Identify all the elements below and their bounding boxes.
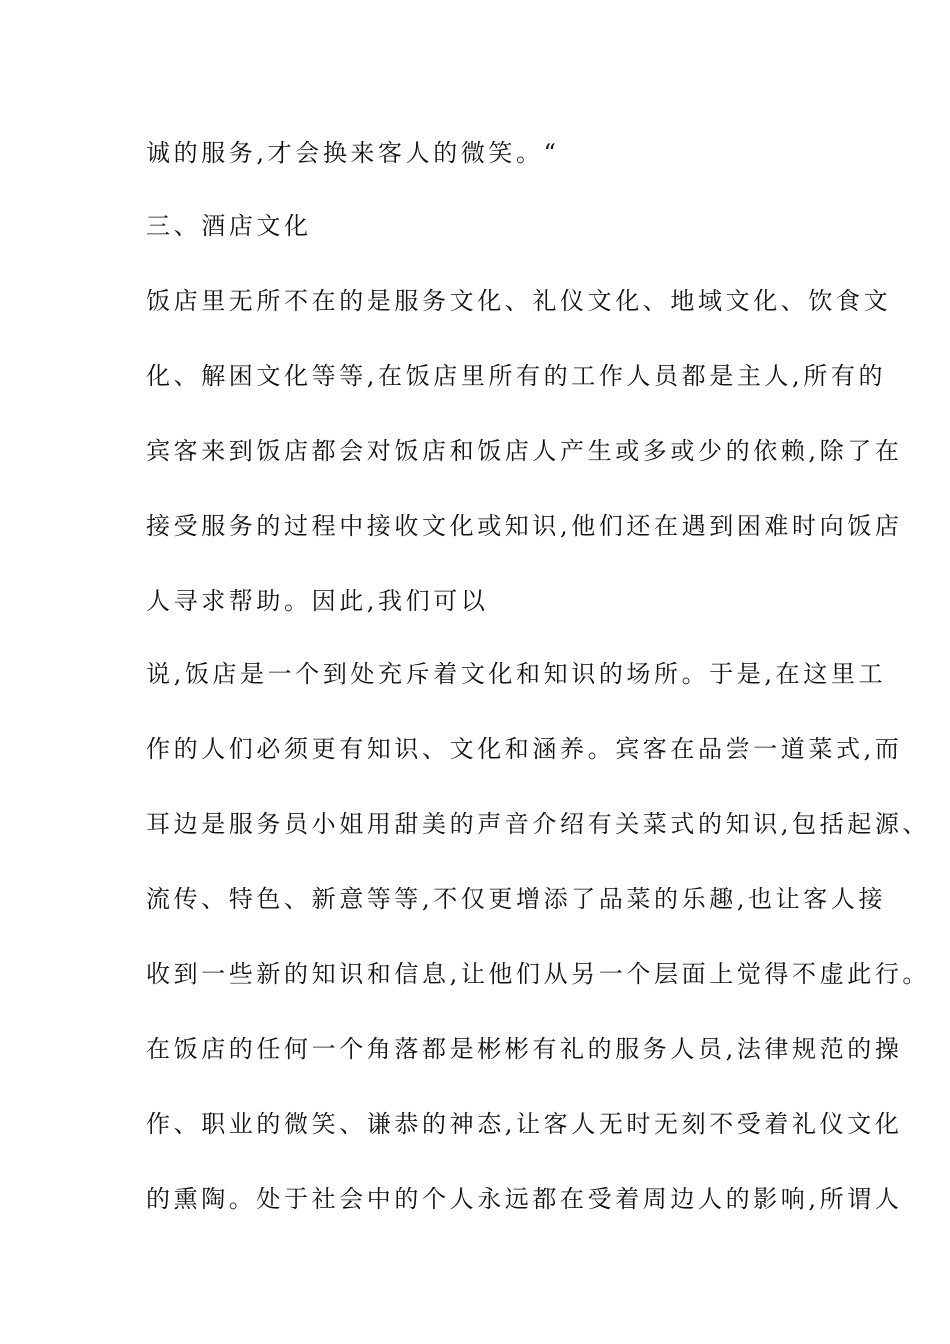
- text-line: 作、职业的微笑、谦恭的神态,让客人无时无刻不受着礼仪文化: [146, 1110, 903, 1138]
- text-line: 作的人们必须更有知识、文化和涵养。宾客在品尝一道菜式,而: [146, 735, 903, 763]
- text-line: 说,饭店是一个到处充斥着文化和知识的场所。于是,在这里工: [146, 660, 887, 688]
- text-line: 收到一些新的知识和信息,让他们从另一个层面上觉得不虚此行。: [146, 960, 931, 988]
- text-line: 宾客来到饭店都会对饭店和饭店人产生或多或少的依赖,除了在: [146, 437, 903, 465]
- text-line: 人寻求帮助。因此,我们可以: [146, 587, 489, 615]
- text-line: 化、解困文化等等,在饭店里所有的工作人员都是主人,所有的: [146, 362, 887, 390]
- text-line: 流传、特色、新意等等,不仅更增添了品菜的乐趣,也让客人接: [146, 885, 887, 913]
- section-heading: 三、酒店文化: [146, 212, 312, 240]
- text-line: 的熏陶。处于社会中的个人永远都在受着周边人的影响,所谓人: [146, 1185, 903, 1213]
- text-line: 饭店里无所不在的是服务文化、礼仪文化、地域文化、饮食文: [146, 287, 892, 315]
- text-line: 接受服务的过程中接收文化或知识,他们还在遇到困难时向饭店: [146, 512, 903, 540]
- text-line: 耳边是服务员小姐用甜美的声音介绍有关菜式的知识,包括起源、: [146, 810, 931, 838]
- text-line: 诚的服务,才会换来客人的微笑。“: [146, 139, 560, 167]
- text-line: 在饭店的任何一个角落都是彬彬有礼的服务人员,法律规范的操: [146, 1035, 903, 1063]
